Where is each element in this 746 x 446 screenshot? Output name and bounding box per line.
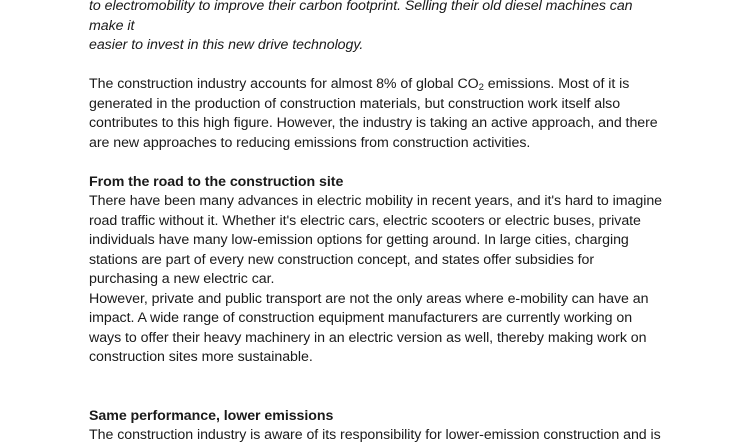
paragraph-line: There have been many advances in electric mobility in recent years, and it's hard to imagine: [89, 193, 663, 209]
section-heading-same-performance: Same performance, lower emissions: [89, 407, 334, 424]
text-span: The construction industry accounts for almost 8% of global CO: [89, 76, 479, 92]
paragraph-line: construction sites more sustainable.: [89, 349, 313, 365]
paragraph-line: are new approaches to reducing emissions from construction activities.: [89, 134, 531, 151]
intro-line: easier to invest in this new drive technology.: [89, 37, 364, 53]
paragraph-gap: [89, 387, 669, 407]
intro-line: to electromobility to improve their carbon footprint. Selling their old diesel machines can make it: [89, 0, 633, 34]
paragraph-line: generated in the production of construction materials, but construction work itself also: [89, 95, 621, 112]
paragraph-line: However, private and public transport are not the only areas where e-mobility can have an: [89, 290, 649, 307]
paragraph-electric-mobility: [89, 192, 669, 290]
paragraph-gap: [89, 153, 669, 173]
paragraph-line: [89, 75, 669, 95]
paragraph-co2-emissions: [89, 75, 669, 153]
section-heading-road-to-site: From the road to the construction site: [89, 173, 344, 190]
paragraph-construction-equipment: [89, 290, 669, 368]
paragraph-line: individuals have many low-emission options for getting around. In large cities, charging: [89, 232, 629, 248]
paragraph-gap: [89, 368, 669, 388]
paragraph-line: purchasing a new electric car.: [89, 271, 275, 287]
paragraph-line: contributes to this high figure. However, the industry is taking an active approach, and there: [89, 115, 658, 131]
paragraph-gap: [89, 56, 669, 76]
paragraph-line: stations are part of every new construction concept, and states offer subsidies for: [89, 251, 595, 268]
text-span: emissions. Most of it is: [483, 76, 630, 92]
document-page: [89, 0, 669, 446]
paragraph-line: road traffic without it. Whether it's electric cars, electric scooters or electric buses, private: [89, 212, 641, 229]
paragraph-line: impact. A wide range of construction equipment manufacturers are currently working on: [89, 310, 633, 326]
paragraph-line: The construction industry is aware of its responsibility for lower-emission construction and is: [89, 427, 661, 443]
subscript-two: 2: [478, 82, 484, 93]
paragraph-line: ways to offer their heavy machinery in an electric version as well, thereby making work on: [89, 329, 647, 346]
